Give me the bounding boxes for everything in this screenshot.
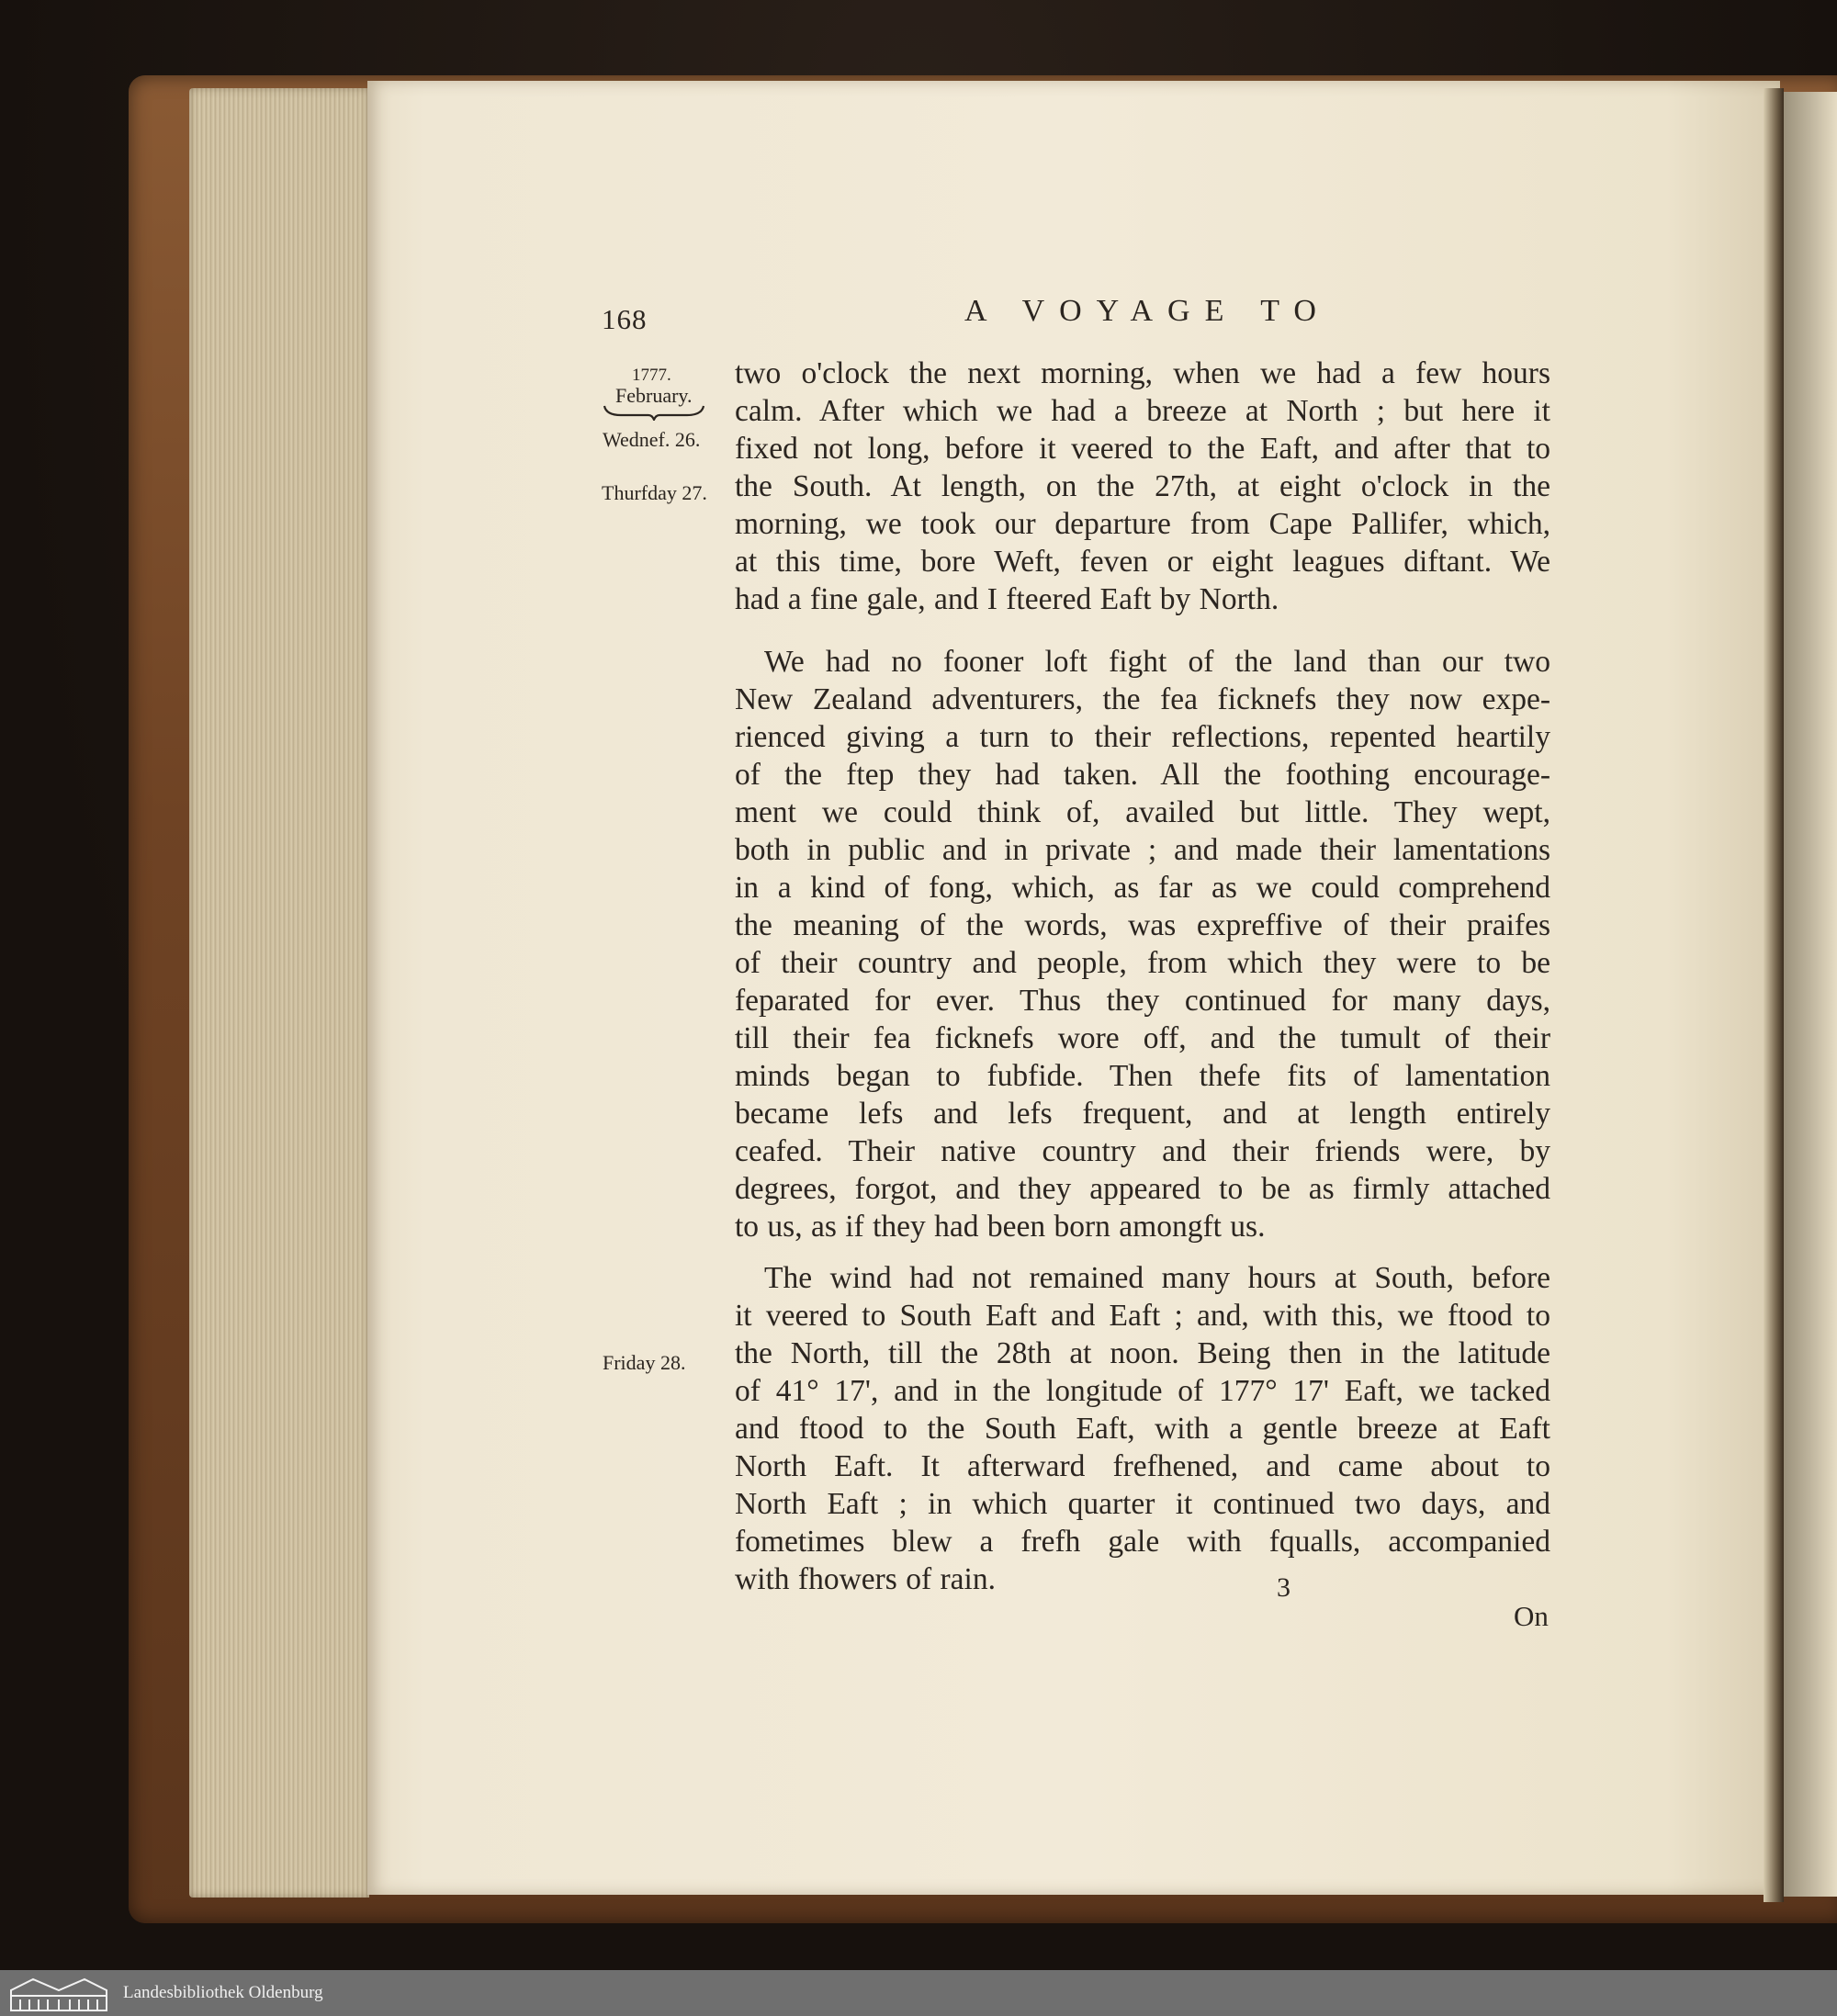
text-line: of their country and people, from which they were to be	[735, 946, 1550, 980]
text-line: and ftood to the South Eaft, with a gentle breeze at Eaft	[735, 1412, 1550, 1446]
text-line: fixed not long, before it veered to the Eaft, and after that to	[735, 432, 1550, 466]
text-line: feparated for ever. Thus they continued for many days,	[735, 984, 1550, 1018]
running-head: A VOYAGE TO	[964, 294, 1331, 328]
signature-mark: 3	[1277, 1572, 1290, 1603]
text-line: degrees, forgot, and they appeared to be as firmly attached	[735, 1172, 1550, 1206]
library-building-icon	[7, 1976, 110, 2012]
footer-bar	[0, 1970, 1837, 2016]
margin-note-date: Wednef. 26.	[603, 428, 701, 451]
page-number: 168	[602, 303, 648, 335]
text-line: two o'clock the next morning, when we had a few hours	[735, 356, 1550, 390]
margin-note-date: Friday 28.	[603, 1351, 686, 1374]
book-gutter	[1764, 88, 1784, 1902]
margin-year: 1777.	[632, 366, 671, 385]
text-line: the North, till the 28th at noon. Being then in the latitude	[735, 1336, 1550, 1370]
text-line: to us, as if they had been born amongft us.	[735, 1210, 1266, 1244]
text-line: ment we could think of, availed but little. They wept,	[735, 795, 1550, 829]
text-line: in a kind of fong, which, as far as we could comprehend	[735, 871, 1550, 905]
text-line: it veered to South Eaft and Eaft ; and, with this, we ftood to	[735, 1299, 1550, 1333]
text-line: New Zealand adventurers, the fea ficknefs they now expe-	[735, 682, 1550, 716]
text-line: ceafed. Their native country and their friends were, by	[735, 1134, 1550, 1168]
text-line: of 41° 17', and in the longitude of 177° 17' Eaft, we tacked	[735, 1374, 1550, 1408]
text-line: minds began to fubfide. Then thefe fits of lamentation	[735, 1059, 1550, 1093]
paragraph-1	[735, 355, 1550, 618]
text-line: with fhowers of rain.	[735, 1562, 996, 1596]
text-line: at this time, bore Weft, feven or eight leagues diftant. We	[735, 545, 1550, 579]
text-line: till their fea ficknefs wore off, and the tumult of their	[735, 1021, 1550, 1055]
footer-label: Landesbibliothek Oldenburg	[123, 1983, 323, 2002]
text-line: The wind had not remained many hours at South, before	[764, 1261, 1550, 1295]
text-line: calm. After which we had a breeze at North ; but here it	[735, 394, 1550, 428]
text-line: North Eaft. It afterward frefhened, and came about to	[735, 1449, 1550, 1483]
text-line: We had no fooner loft fight of the land than our two	[764, 645, 1550, 679]
text-line: had a fine gale, and I fteered Eaft by North.	[735, 582, 1279, 616]
text-line: North Eaft ; in which quarter it continued two days, and	[735, 1487, 1550, 1521]
page-edges	[189, 88, 369, 1898]
text-line: morning, we took our departure from Cape Pallifer, which,	[735, 507, 1550, 541]
margin-month: February.	[615, 384, 693, 407]
text-line: rienced giving a turn to their reflections, repented heartily	[735, 720, 1550, 754]
margin-note-date: Thurfday 27.	[602, 481, 707, 504]
catchword: On	[1514, 1600, 1549, 1632]
text-line: the meaning of the words, was expreffive of their praifes	[735, 908, 1550, 942]
text-line: became lefs and lefs frequent, and at length entirely	[735, 1097, 1550, 1131]
text-line: both in public and in private ; and made their lamentations	[735, 833, 1550, 867]
text-line: the South. At length, on the 27th, at eight o'clock in the	[735, 469, 1550, 503]
paragraph-2	[735, 643, 1550, 1245]
text-line: of the ftep they had taken. All the foothing encourage-	[735, 758, 1550, 792]
brace-icon	[603, 404, 705, 421]
text-line: fometimes blew a frefh gale with fqualls, accompanied	[735, 1525, 1550, 1559]
paragraph-3	[735, 1259, 1550, 1598]
